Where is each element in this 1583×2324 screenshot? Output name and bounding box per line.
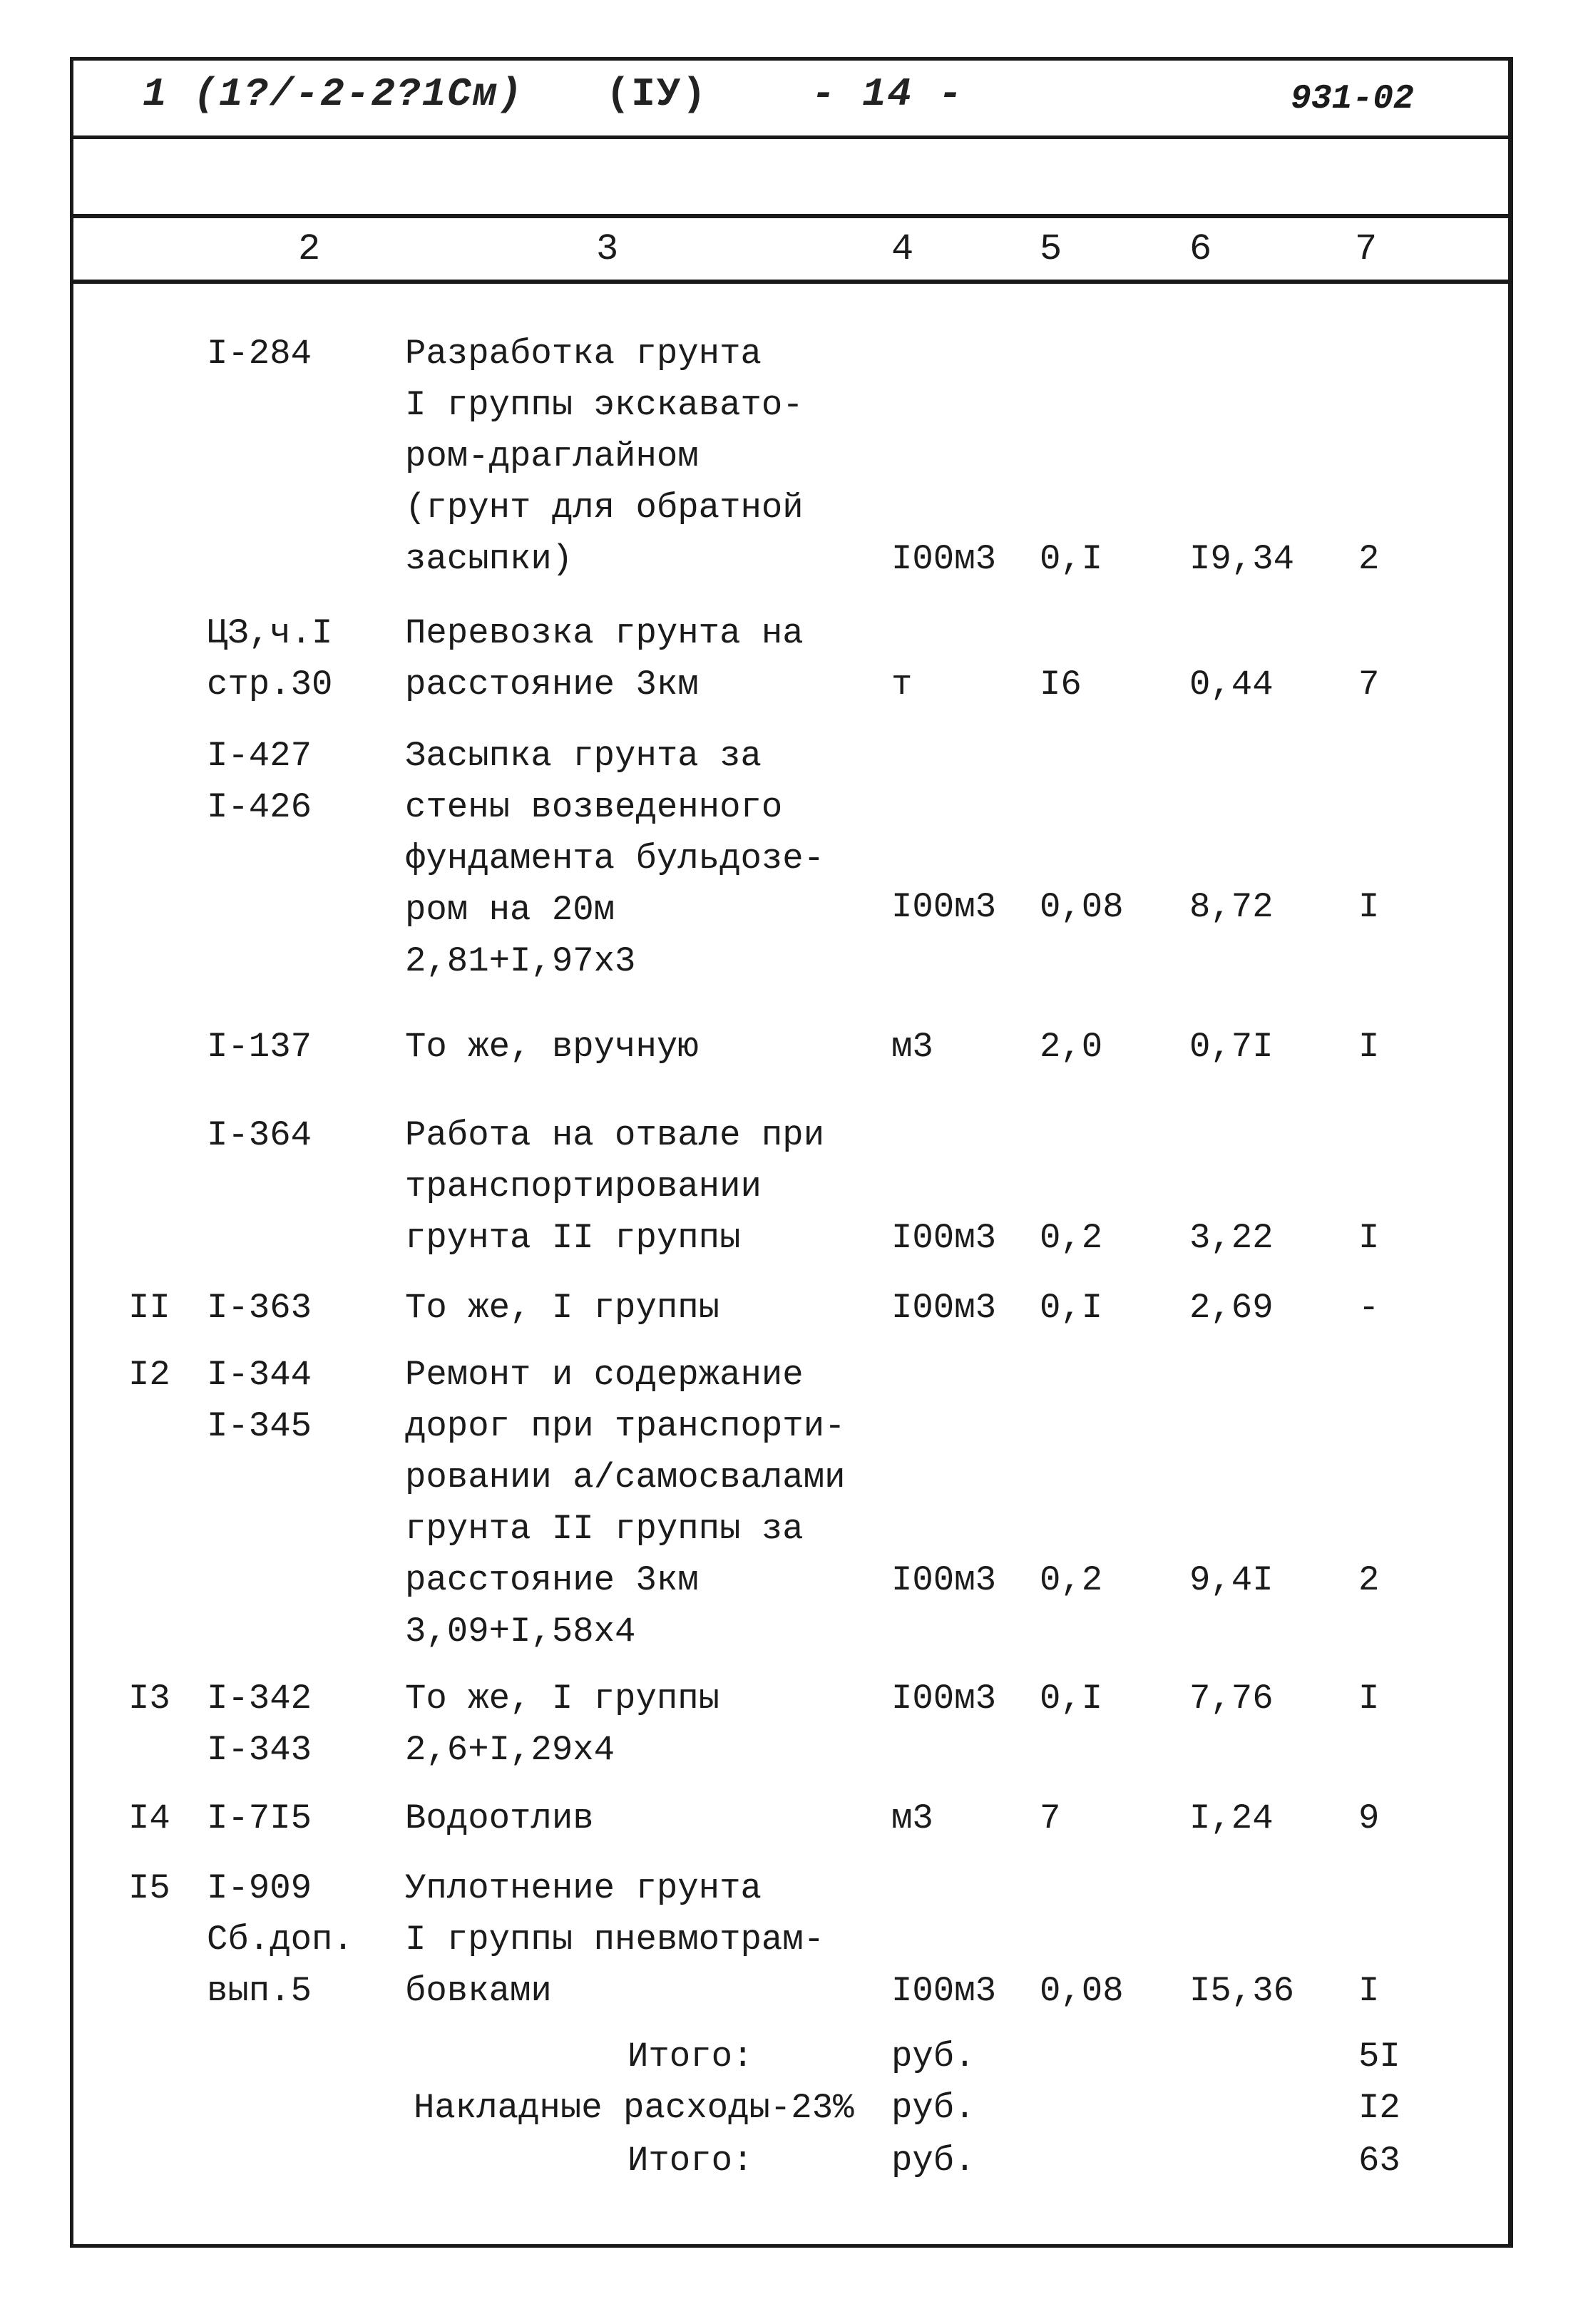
row-total: I [1358, 1971, 1380, 2011]
part-number: (IУ) [605, 71, 708, 117]
row-total: I [1358, 1679, 1380, 1719]
column-number: 5 [1040, 228, 1062, 270]
column-number: 3 [596, 228, 619, 270]
row-total: I [1358, 1218, 1380, 1258]
row-price: I9,34 [1189, 539, 1295, 579]
row-description: Перевозка грунта на расстояние 3км [405, 613, 804, 705]
grand-total-unit: руб. [891, 2141, 975, 2181]
row-description: То же, I группы [405, 1288, 720, 1328]
row-quantity: 2,0 [1040, 1027, 1103, 1067]
row-unit: I00м3 [891, 539, 997, 579]
row-unit: I00м3 [891, 1218, 997, 1258]
row-quantity: 0,I [1040, 539, 1103, 579]
overhead-value: I2 [1358, 2088, 1400, 2128]
row-code: I-363 [207, 1288, 312, 1328]
row-code: I-137 [207, 1027, 312, 1067]
row-total: 2 [1358, 1560, 1380, 1600]
column-number: 2 [298, 228, 321, 270]
page-number: - 14 - [811, 71, 964, 117]
row-code: I-364 [207, 1115, 312, 1155]
row-price: I5,36 [1189, 1971, 1295, 2011]
row-price: 3,22 [1189, 1218, 1274, 1258]
doc-ref: 1 (1?/-2-2?1Cм) [143, 71, 524, 117]
row-unit: м3 [891, 1027, 933, 1067]
row-price: 0,44 [1189, 665, 1274, 705]
row-number: I4 [128, 1798, 170, 1838]
document-header [143, 71, 963, 117]
row-number: I2 [128, 1355, 170, 1395]
row-quantity: 0,2 [1040, 1218, 1103, 1258]
row-description: Ремонт и содержание дорог при транспорти- ровании а/самосвалами грунта II группы за расстояние 3км 3,09+I,58x4 [405, 1355, 846, 1652]
row-code: I-7I5 [207, 1798, 312, 1838]
row-price: I,24 [1189, 1798, 1274, 1838]
row-quantity: 0,08 [1040, 887, 1124, 927]
row-code: I-909 Сб.доп. вып.5 [207, 1868, 354, 2011]
row-total: 9 [1358, 1798, 1380, 1838]
row-code: I-342 I-343 [207, 1679, 312, 1770]
row-quantity: 0,08 [1040, 1971, 1124, 2011]
row-total: 2 [1358, 539, 1380, 579]
row-quantity: I6 [1040, 665, 1082, 705]
row-description: То же, I группы 2,6+I,29x4 [405, 1679, 720, 1770]
row-number: I3 [128, 1679, 170, 1719]
row-unit: м3 [891, 1798, 933, 1838]
row-number: II [128, 1288, 170, 1328]
row-price: 9,4I [1189, 1560, 1274, 1600]
overhead-label: Накладные расходы-23% [414, 2088, 854, 2128]
row-total: I [1358, 1027, 1380, 1067]
row-unit: т [891, 665, 913, 705]
row-description: Разработка грунта I группы экскавато- ром-драглайном (грунт для обратной засыпки) [405, 334, 804, 579]
row-unit: I00м3 [891, 887, 997, 927]
row-price: 7,76 [1189, 1679, 1274, 1719]
row-unit: I00м3 [891, 1679, 997, 1719]
row-description: Засыпка грунта за стены возведенного фундамента бульдозе- ром на 20м 2,81+I,97x3 [405, 736, 825, 981]
column-header-bottom-rule [70, 280, 1513, 284]
row-description: То же, вручную [405, 1027, 699, 1067]
row-code: ЦЗ,ч.I стр.30 [207, 613, 333, 705]
row-total: - [1358, 1288, 1380, 1328]
row-quantity: 7 [1040, 1798, 1061, 1838]
row-quantity: 0,2 [1040, 1560, 1103, 1600]
row-quantity: 0,I [1040, 1679, 1103, 1719]
header-divider [70, 135, 1513, 139]
column-number: 4 [891, 228, 914, 270]
subtotal-unit: руб. [891, 2037, 975, 2077]
row-code: I-284 [207, 334, 312, 374]
row-unit: I00м3 [891, 1560, 997, 1600]
row-total: 7 [1358, 665, 1380, 705]
row-price: 0,7I [1189, 1027, 1274, 1067]
row-unit: I00м3 [891, 1971, 997, 2011]
project-code: 931-02 [1291, 80, 1414, 118]
row-price: 2,69 [1189, 1288, 1274, 1328]
column-number: 7 [1355, 228, 1378, 270]
row-quantity: 0,I [1040, 1288, 1103, 1328]
row-description: Уплотнение грунта I группы пневмотрам- бовками [405, 1868, 825, 2011]
grand-total-value: 63 [1358, 2141, 1400, 2181]
row-unit: I00м3 [891, 1288, 997, 1328]
grand-total-label: Итого: [627, 2141, 754, 2181]
column-number: 6 [1189, 228, 1212, 270]
subtotal-label: Итого: [627, 2037, 754, 2077]
subtotal-value: 5I [1358, 2037, 1400, 2077]
row-code: I-344 I-345 [207, 1355, 312, 1446]
row-description: Водоотлив [405, 1798, 594, 1838]
column-header-top-rule [70, 214, 1513, 218]
overhead-unit: руб. [891, 2088, 975, 2128]
row-description: Работа на отвале при транспортировании грунта II группы [405, 1115, 825, 1258]
row-price: 8,72 [1189, 887, 1274, 927]
row-total: I [1358, 887, 1380, 927]
row-code: I-427 I-426 [207, 736, 312, 827]
row-number: I5 [128, 1868, 170, 1908]
